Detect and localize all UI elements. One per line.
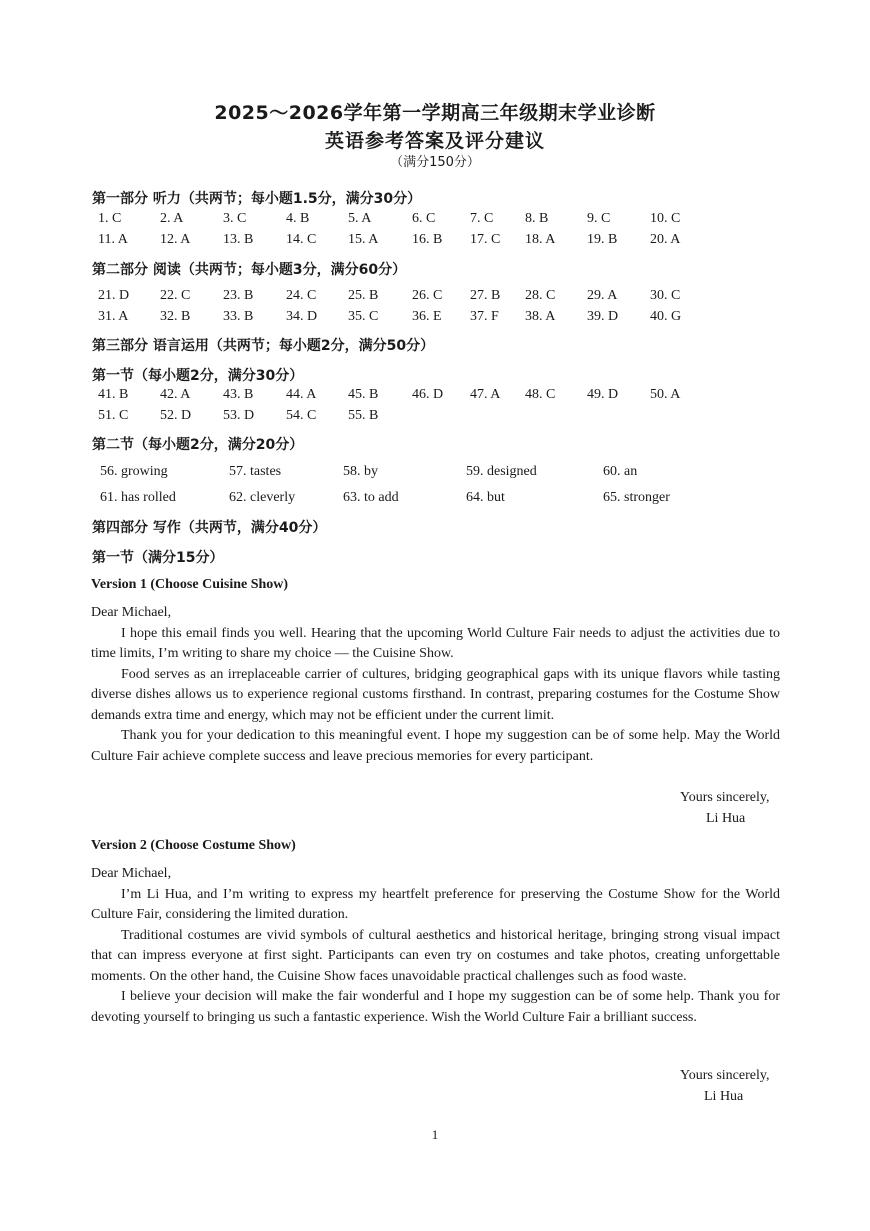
- answer-item: 21. D: [98, 288, 130, 303]
- part3-section2-heading: 第二节（每小题2分，满分20分）: [92, 437, 304, 453]
- part1-heading: 第一部分 听力（共两节；每小题1.5分，满分30分）: [92, 191, 422, 207]
- answer-item: 29. A: [587, 288, 618, 303]
- answer-row: [0, 211, 870, 231]
- version2-letter: [91, 864, 780, 1028]
- version2-paragraph-2: Traditional costumes are vivid symbols of cultural aesthetics and historical heritage, bringing strong visual impact that can impress everyone at first sight. Participants can even try on costumes and take photos, creating unforgettable moments. On the other hand, the Cuisine Show faces unavoidable practical challenges such as food waste.: [91, 927, 780, 984]
- answer-item: 38. A: [525, 309, 556, 324]
- answer-item: 2. A: [160, 211, 184, 226]
- answer-item: 58. by: [343, 464, 378, 479]
- answer-item: 13. B: [223, 232, 254, 247]
- part4-section1-heading: 第一节（满分15分）: [92, 550, 224, 566]
- answer-item: 5. A: [348, 211, 372, 226]
- answer-item: 41. B: [98, 387, 129, 402]
- answer-item: 20. A: [650, 232, 681, 247]
- answer-item: 45. B: [348, 387, 379, 402]
- page-title: 2025～2026学年第一学期高三年级期末学业诊断: [214, 102, 656, 124]
- answer-row: [0, 288, 870, 308]
- answer-item: 44. A: [286, 387, 317, 402]
- answer-item: 23. B: [223, 288, 254, 303]
- part2-heading: 第二部分 阅读（共两节；每小题3分，满分60分）: [92, 262, 407, 278]
- version1-signature: Li Hua: [706, 811, 746, 826]
- part3-section1-heading: 第一节（每小题2分，满分30分）: [92, 368, 304, 384]
- version2-closing: Yours sincerely,: [680, 1068, 770, 1083]
- answer-item: 39. D: [587, 309, 619, 324]
- answer-item: 31. A: [98, 309, 129, 324]
- answer-item: 35. C: [348, 309, 379, 324]
- answer-item: 57. tastes: [229, 464, 282, 479]
- answer-row: [0, 490, 870, 510]
- answer-item: 53. D: [223, 408, 255, 423]
- answer-item: 9. C: [587, 211, 611, 226]
- answer-item: 63. to add: [343, 490, 399, 505]
- answer-row: [0, 408, 870, 428]
- version2-greeting: Dear Michael,: [91, 866, 172, 881]
- version1-paragraph-2: Food serves as an irreplaceable carrier of cultures, bridging geographical gaps with its unique flavors while tasting diverse dishes allows us to experience regional customs firsthand. In contrast, preparing costumes for the Costume Show demands extra time and energy, which may not be efficient under the current limit.: [91, 666, 780, 723]
- version2-paragraph-3: I believe your decision will make the fair wonderful and I hope my suggestion can be of some help. Thank you for devoting yourself to bringing us such a fantastic experience. Wish the World Culture Fair a brilliant success.: [91, 989, 780, 1025]
- answer-item: 65. stronger: [603, 490, 670, 505]
- answer-item: 6. C: [412, 211, 436, 226]
- version1-paragraph-3: Thank you for your dedication to this meaningful event. I hope my suggestion can be of some help. May the World Culture Fair achieve complete success and leave precious memories for every participant.: [91, 728, 780, 764]
- answer-item: 47. A: [470, 387, 501, 402]
- answer-item: 24. C: [286, 288, 317, 303]
- answer-item: 14. C: [286, 232, 317, 247]
- version2-paragraph-1: I’m Li Hua, and I’m writing to express my heartfelt preference for preserving the Costume Show for the World Culture Fair, considering the limited duration.: [91, 886, 780, 922]
- answer-row: [0, 309, 870, 329]
- total-score: （满分150分）: [390, 155, 480, 170]
- answer-item: 42. A: [160, 387, 191, 402]
- answer-item: 36. E: [412, 309, 442, 324]
- page-subtitle: 英语参考答案及评分建议: [324, 130, 545, 152]
- answer-item: 16. B: [412, 232, 443, 247]
- answer-item: 25. B: [348, 288, 379, 303]
- answer-item: 33. B: [223, 309, 254, 324]
- answer-item: 61. has rolled: [100, 490, 176, 505]
- version2-signature: Li Hua: [704, 1089, 744, 1104]
- answer-item: 64. but: [466, 490, 505, 505]
- answer-item: 10. C: [650, 211, 681, 226]
- version1-greeting: Dear Michael,: [91, 605, 172, 620]
- version1-paragraph-1: I hope this email finds you well. Hearing that the upcoming World Culture Fair needs to adjust the activities due to time limits, I’m writing to share my choice — the Cuisine Show.: [91, 625, 780, 661]
- answer-item: 51. C: [98, 408, 129, 423]
- answer-item: 56. growing: [100, 464, 168, 479]
- version2-label: Version 2 (Choose Costume Show): [91, 838, 296, 853]
- page-number: 1: [431, 1127, 439, 1142]
- answer-item: 4. B: [286, 211, 310, 226]
- answer-item: 48. C: [525, 387, 556, 402]
- part3-heading: 第三部分 语言运用（共两节；每小题2分，满分50分）: [92, 338, 435, 354]
- version1-letter: [91, 603, 780, 767]
- answer-item: 43. B: [223, 387, 254, 402]
- answer-item: 17. C: [470, 232, 501, 247]
- answer-item: 12. A: [160, 232, 191, 247]
- answer-item: 40. G: [650, 309, 682, 324]
- answer-item: 15. A: [348, 232, 379, 247]
- answer-item: 50. A: [650, 387, 681, 402]
- answer-item: 18. A: [525, 232, 556, 247]
- answer-item: 55. B: [348, 408, 379, 423]
- answer-item: 1. C: [98, 211, 122, 226]
- answer-item: 46. D: [412, 387, 444, 402]
- answer-item: 27. B: [470, 288, 501, 303]
- answer-item: 22. C: [160, 288, 191, 303]
- answer-item: 34. D: [286, 309, 318, 324]
- answer-item: 32. B: [160, 309, 191, 324]
- answer-item: 37. F: [470, 309, 499, 324]
- answer-item: 49. D: [587, 387, 619, 402]
- answer-item: 8. B: [525, 211, 549, 226]
- answer-item: 60. an: [603, 464, 638, 479]
- answer-item: 62. cleverly: [229, 490, 296, 505]
- answer-item: 52. D: [160, 408, 192, 423]
- answer-row: [0, 464, 870, 484]
- version1-closing: Yours sincerely,: [680, 790, 770, 805]
- answer-item: 11. A: [98, 232, 128, 247]
- answer-row: [0, 232, 870, 252]
- answer-item: 19. B: [587, 232, 618, 247]
- answer-row: [0, 387, 870, 407]
- answer-item: 59. designed: [466, 464, 537, 479]
- answer-item: 3. C: [223, 211, 247, 226]
- answer-item: 28. C: [525, 288, 556, 303]
- answer-item: 54. C: [286, 408, 317, 423]
- answer-item: 26. C: [412, 288, 443, 303]
- answer-item: 7. C: [470, 211, 494, 226]
- part4-heading: 第四部分 写作（共两节，满分40分）: [92, 520, 327, 536]
- version1-label: Version 1 (Choose Cuisine Show): [91, 577, 289, 592]
- answer-item: 30. C: [650, 288, 681, 303]
